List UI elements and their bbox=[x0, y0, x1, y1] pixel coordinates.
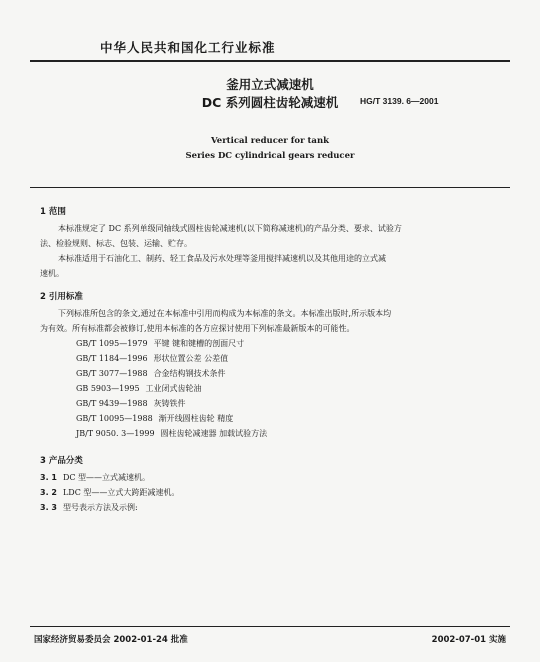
en-title-line2: Series DC cylindrical gears reducer bbox=[185, 151, 355, 161]
reference-title: 灰铸铁件 bbox=[153, 399, 186, 408]
reference-title: 合金结构钢技术条件 bbox=[153, 369, 226, 378]
doc-title-line2: DC 系列圆柱齿轮减速机 bbox=[201, 95, 339, 110]
reference-code: GB/T 10095—1988 bbox=[76, 414, 153, 423]
reference-item bbox=[76, 353, 228, 364]
reference-code: GB/T 1095—1979 bbox=[76, 339, 148, 348]
scope-para1-line1: 本标准规定了 DC 系列单级同轴线式圆柱齿轮减速机(以下简称减速机)的产品分类、要求、试验方 bbox=[58, 224, 402, 233]
reference-title: 形状位置公差 公差值 bbox=[153, 354, 229, 363]
item-number: 3. 1 bbox=[40, 473, 57, 482]
item-number: 3. 2 bbox=[40, 488, 57, 497]
item-text: LDC 型——立式大跨距减速机。 bbox=[62, 488, 180, 497]
classification-item bbox=[40, 485, 179, 500]
standard-number: HG/T 3139. 6—2001 bbox=[360, 96, 439, 106]
en-title-line1: Vertical reducer for tank bbox=[210, 136, 330, 146]
references-intro-line2: 为有效。所有标准都会被修订,使用本标准的各方应探讨使用下列标准最新版本的可能性。 bbox=[40, 324, 355, 333]
reference-code: GB/T 9439—1988 bbox=[76, 399, 148, 408]
scope-para2-line1: 本标准适用于石油化工、制药、轻工食品及污水处理等釜用搅拌减速机以及其他用途的立式减 bbox=[58, 254, 386, 263]
reference-item bbox=[76, 338, 244, 349]
reference-item bbox=[76, 383, 202, 394]
reference-title: 平键 键和键槽的剖面尺寸 bbox=[153, 339, 245, 348]
reference-item bbox=[76, 428, 267, 439]
reference-item bbox=[76, 398, 186, 409]
item-number: 3. 3 bbox=[40, 503, 57, 512]
reference-item bbox=[76, 413, 233, 424]
reference-title: 渐开线圆柱齿轮 精度 bbox=[158, 414, 234, 423]
title-rule bbox=[30, 187, 510, 188]
header-rule bbox=[30, 60, 510, 62]
item-text: DC 型——立式减速机。 bbox=[62, 473, 151, 482]
scope-para1-line2: 法、检验规则、标志、包装、运输、贮存。 bbox=[40, 239, 192, 248]
reference-item bbox=[76, 368, 226, 379]
references-intro-line1: 下列标准所包含的条文,通过在本标准中引用而构成为本标准的条文。本标准出版时,所示版本均 bbox=[58, 309, 392, 318]
section-heading-scope: 1 范围 bbox=[40, 207, 66, 217]
scope-para2-line2: 速机。 bbox=[40, 269, 64, 278]
reference-code: GB 5903—1995 bbox=[76, 384, 140, 393]
doc-title-line1: 釜用立式减速机 bbox=[226, 77, 314, 92]
section-heading-classification: 3 产品分类 bbox=[40, 456, 83, 466]
reference-code: GB/T 1184—1996 bbox=[76, 354, 148, 363]
section-heading-references: 2 引用标准 bbox=[40, 292, 83, 302]
item-text: 型号表示方法及示例: bbox=[62, 503, 138, 512]
standard-title: 中华人民共和国化工行业标准 bbox=[100, 40, 276, 55]
reference-title: 圆柱齿轮减速器 加载试验方法 bbox=[160, 429, 268, 438]
implementation-date: 2002-07-01 实施 bbox=[431, 635, 506, 645]
approval-info: 国家经济贸易委员会 2002-01-24 批准 bbox=[34, 635, 188, 645]
footer-rule bbox=[30, 626, 510, 627]
classification-item bbox=[40, 500, 138, 515]
reference-title: 工业闭式齿轮油 bbox=[145, 384, 202, 393]
classification-item bbox=[40, 470, 150, 485]
reference-code: JB/T 9050. 3—1999 bbox=[76, 429, 155, 438]
reference-code: GB/T 3077—1988 bbox=[76, 369, 148, 378]
